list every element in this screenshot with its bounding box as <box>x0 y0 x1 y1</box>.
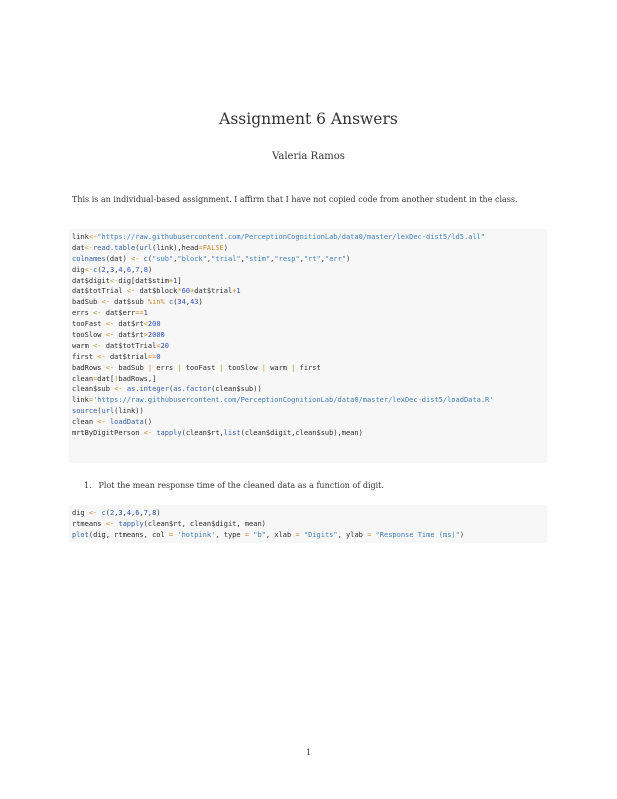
page-number: 1 <box>305 748 312 757</box>
author-name: Valeria Ramos <box>272 151 345 162</box>
code-line: clean$sub <- as.integer(as.factor(clean$sub)) <box>72 385 262 394</box>
code-line: tooSlow <- dat$rt>2000 <box>72 331 165 340</box>
intro-paragraph: This is an individual-based assignment. I affirm that I have not copied code from another student in the class. <box>72 195 518 204</box>
code-line: warm <- dat$totTrial<20 <box>72 341 169 350</box>
list-text: Plot the mean response time of the cleaned data as a function of digit. <box>98 481 384 490</box>
code-line: link='https://raw.githubusercontent.com/PerceptionCognitionLab/data0/master/lexDec-dist5/loadData.R' <box>72 396 494 405</box>
code-line: first <- dat$trial==0 <box>72 352 161 361</box>
code-line: mrtByDigitPerson <- tapply(clean$rt,list(clean$digit,clean$sub),mean) <box>72 429 363 438</box>
code-line: link<-"https://raw.githubusercontent.com/PerceptionCognitionLab/data0/master/lexDec-dist5/ld5.all" <box>72 233 486 241</box>
code-line: plot(dig, rtmeans, col = 'hotpink', type = "b", xlab = "Digits", ylab = "Response Time (ms)") <box>72 530 465 539</box>
code-line: dat$totTrial <- dat$block*60+dat$trial+1 <box>72 287 241 296</box>
code-line: clean=dat[!badRows,] <box>72 374 157 383</box>
code-line: badSub <- dat$sub %in% c(34,43) <box>72 298 203 307</box>
list-number: 1. <box>84 481 92 490</box>
code-line: errs <- dat$err==1 <box>72 309 148 318</box>
document-title: Assignment 6 Answers <box>219 110 398 128</box>
code-line: source(url(link)) <box>72 407 144 416</box>
code-block-1 <box>69 229 547 463</box>
code-line: dig <- c(2,3,4,6,7,8) <box>72 509 161 517</box>
code-line: dat<-read.table(url(link),head=FALSE) <box>72 243 228 252</box>
code-line: dig<-c(2,3,4,6,7,8) <box>72 265 153 274</box>
code-line: rtmeans <- tapply(clean$rt, clean$digit, mean) <box>72 519 266 528</box>
code-line: badRows <- badSub | errs | tooFast | tooSlow | warm | first <box>72 363 321 372</box>
list-item <box>84 481 544 490</box>
code-line: tooFast <- dat$rt<200 <box>72 320 161 329</box>
code-block-2 <box>69 505 547 543</box>
code-line: dat$digit<-dig[dat$stim+1] <box>72 276 182 285</box>
code-line: colnames(dat) <- c("sub","block","trial","stim","resp","rt","err") <box>72 254 351 263</box>
code-line: clean <- loadData() <box>72 418 153 427</box>
